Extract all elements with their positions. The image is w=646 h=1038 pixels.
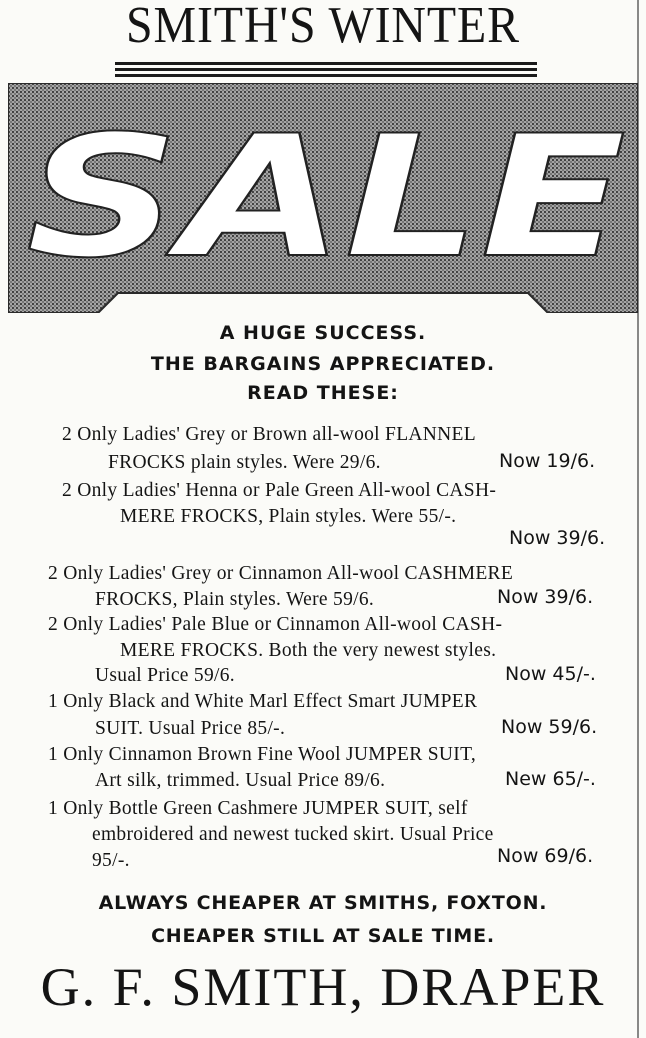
page-edge-line — [637, 0, 639, 1038]
banner-sale-word: SALE — [26, 99, 626, 295]
item-4-line-3: Usual Price 59/6. — [95, 665, 235, 686]
headline-3: READ THESE: — [247, 382, 399, 404]
item-4-line-2: MERE FROCKS. Both the very newest styles. — [120, 640, 497, 661]
draper-signature: G. F. SMITH, DRAPER — [40, 957, 606, 1017]
item-1-price: Now 19/6. — [499, 450, 596, 472]
item-2-line-2: MERE FROCKS, Plain styles. Were 55/-. — [120, 506, 457, 527]
footer-line-2: CHEAPER STILL AT SALE TIME. — [151, 925, 495, 947]
item-3-price: Now 39/6. — [497, 586, 594, 608]
item-7-line-2: embroidered and newest tucked skirt. Usual Price — [92, 824, 494, 845]
item-2-price: Now 39/6. — [509, 527, 606, 549]
item-7-price: Now 69/6. — [497, 845, 594, 867]
item-5-line-2: SUIT. Usual Price 85/-. — [95, 718, 286, 739]
item-3-line-2: FROCKS, Plain styles. Were 59/6. — [95, 589, 375, 610]
headline-1: A HUGE SUCCESS. — [219, 322, 427, 344]
item-1-line-1: 2 Only Ladies' Grey or Brown all-wool FLANNEL — [62, 424, 476, 445]
item-7-line-1: 1 Only Bottle Green Cashmere JUMPER SUIT, self — [48, 798, 468, 819]
item-4-line-1: 2 Only Ladies' Pale Blue or Cinnamon All-wool CASH- — [48, 614, 503, 635]
item-6-line-2: Art silk, trimmed. Usual Price 89/6. — [95, 770, 386, 791]
title-rule-middle — [115, 68, 537, 71]
item-6-price: New 65/-. — [505, 768, 596, 790]
headline-2: THE BARGAINS APPRECIATED. — [150, 353, 496, 375]
advert-title: SMITH'S WINTER — [125, 0, 521, 54]
title-rule-top — [115, 62, 537, 65]
item-5-price: Now 59/6. — [501, 716, 598, 738]
item-7-line-3: 95/-. — [92, 850, 130, 871]
title-rule-bottom — [115, 74, 537, 77]
item-4-price: Now 45/-. — [505, 663, 596, 685]
item-3-line-1: 2 Only Ladies' Grey or Cinnamon All-wool CASHMERE — [48, 563, 514, 584]
item-5-line-1: 1 Only Black and White Marl Effect Smart JUMPER — [48, 691, 478, 712]
item-2-line-1: 2 Only Ladies' Henna or Pale Green All-wool CASH- — [62, 480, 497, 501]
item-6-line-1: 1 Only Cinnamon Brown Fine Wool JUMPER SUIT, — [48, 744, 477, 765]
footer-line-1: ALWAYS CHEAPER AT SMITHS, FOXTON. — [98, 892, 548, 914]
sale-banner — [8, 83, 638, 313]
item-1-line-2: FROCKS plain styles. Were 29/6. — [108, 452, 381, 473]
